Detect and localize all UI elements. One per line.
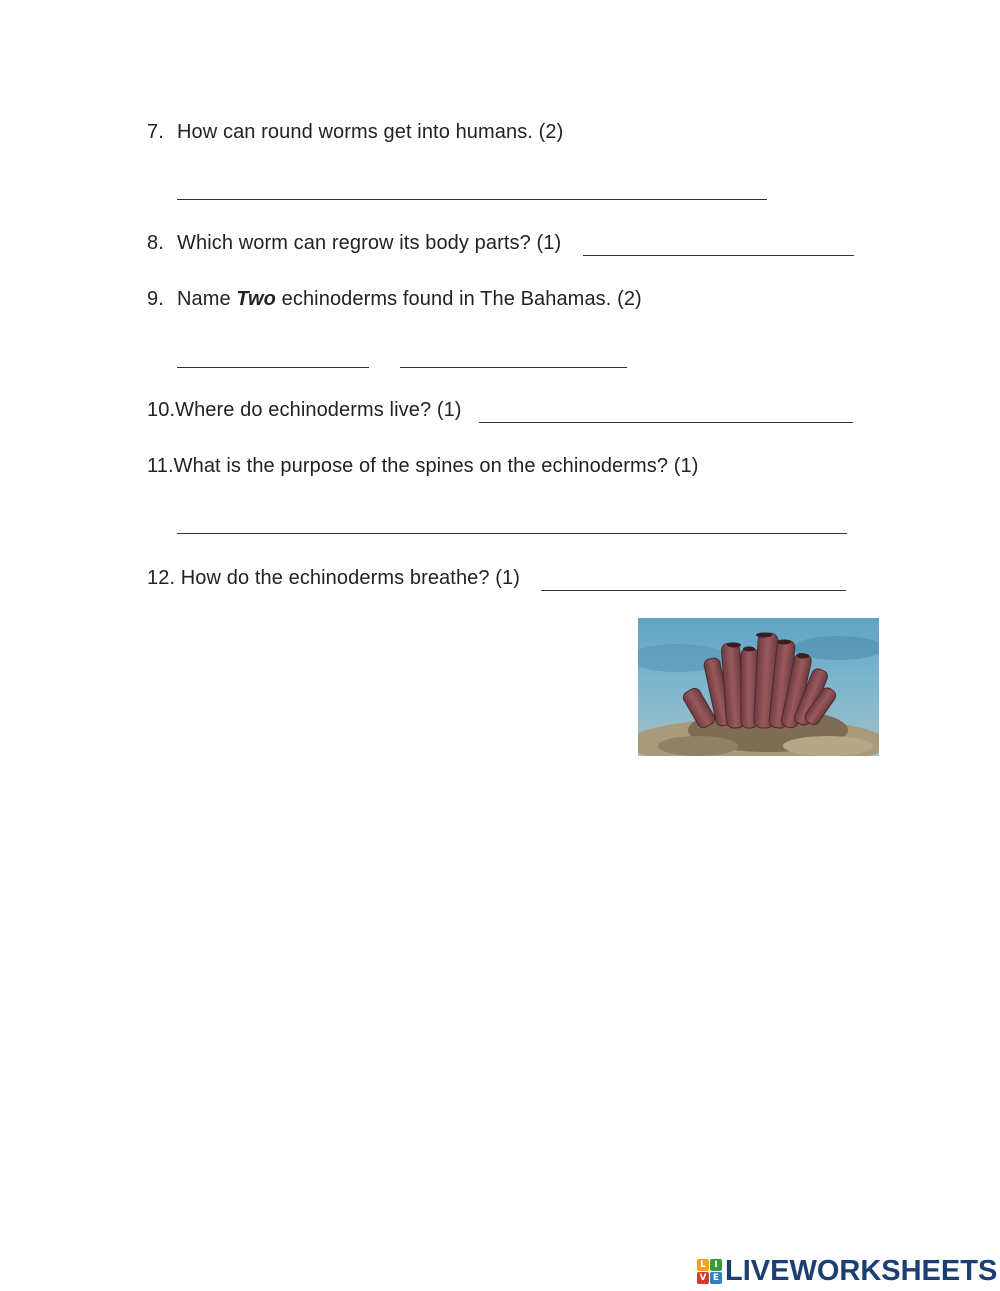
logo-text: LIVEWORKSHEETS [725,1254,998,1287]
question-10 [147,398,462,422]
logo-block-l: L [697,1259,709,1271]
question-number: 10. [147,399,176,421]
question-7 [147,120,563,144]
tube-sponge-photo [638,618,879,756]
question-text-after: echinoderms found in The Bahamas. (2) [275,288,642,310]
question-number: 9. [147,288,164,310]
logo-block-e: E [710,1272,722,1284]
answer-line-q7[interactable] [177,179,767,200]
question-text: How do the echinoderms breathe? (1) [175,567,521,589]
logo-block-v: V [697,1272,709,1284]
question-11 [147,454,699,478]
question-text: What is the purpose of the spines on the echinoderms? (1) [173,455,699,477]
liveworksheets-logo[interactable] [697,1256,997,1286]
question-text: Which worm can regrow its body parts? (1) [177,232,562,254]
answer-line-q9-first[interactable] [177,347,369,368]
question-12 [147,566,520,590]
question-text: Where do echinoderms live? (1) [175,399,462,421]
question-8 [147,231,561,255]
answer-line-q9-second[interactable] [400,347,627,368]
answer-line-q11[interactable] [177,513,847,534]
emphasis-word: Two [236,288,276,310]
logo-block-i: I [710,1259,722,1271]
answer-line-q12[interactable] [541,570,846,591]
answer-line-q8[interactable] [583,235,854,256]
logo-blocks-icon [697,1259,722,1284]
question-number: 12. [147,567,176,589]
question-text: How can round worms get into humans. (2) [177,121,564,143]
question-number: 8. [147,232,164,254]
question-number: 7. [147,121,164,143]
answer-line-q10[interactable] [479,402,853,423]
question-number: 11. [147,455,174,477]
question-9 [147,287,642,311]
question-text-before: Name [177,288,237,310]
